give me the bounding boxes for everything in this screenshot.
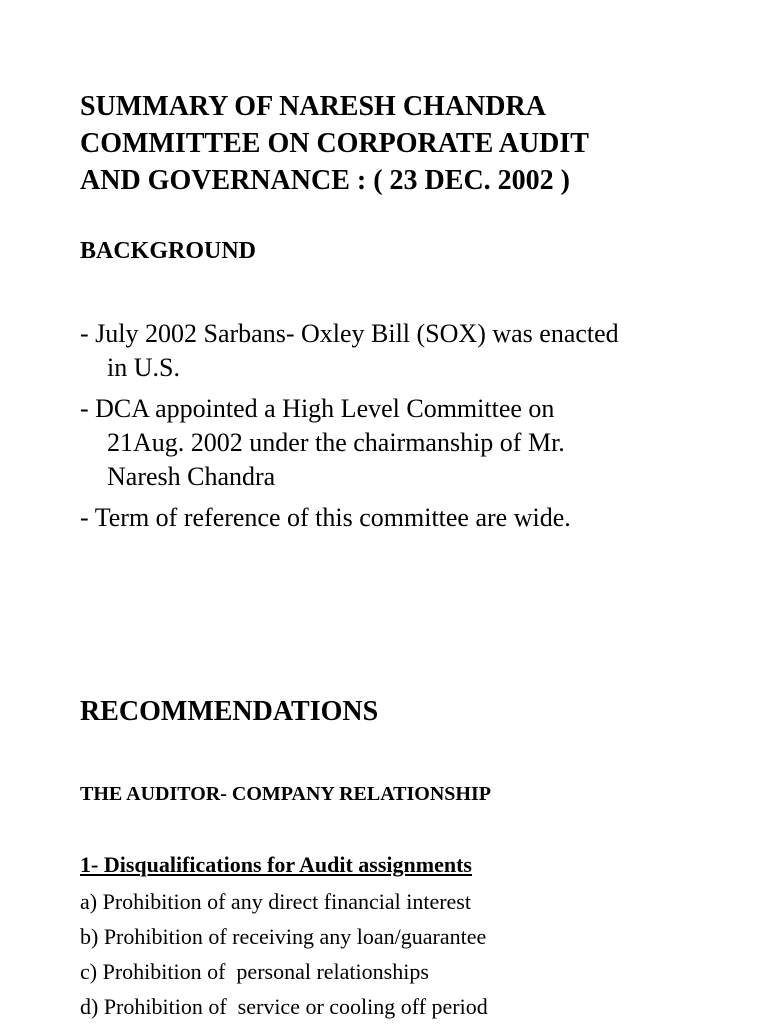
background-item-line: 21Aug. 2002 under the chairmanship of Mr. [107, 428, 565, 457]
title-line-2: COMMITTEE ON CORPORATE AUDIT [80, 128, 589, 159]
prohibition-item: d) Prohibition of service or cooling off period [80, 994, 488, 1019]
background-item [80, 317, 740, 385]
background-item-line: - July 2002 Sarbans- Oxley Bill (SOX) was enacted [80, 319, 619, 348]
background-list [80, 317, 740, 542]
background-item [80, 501, 740, 535]
background-item-line: Naresh Chandra [107, 462, 276, 491]
prohibition-item: b) Prohibition of receiving any loan/guarantee [80, 924, 487, 949]
title-line-3: AND GOVERNANCE : ( 23 DEC. 2002 ) [80, 165, 570, 196]
background-heading: BACKGROUND [80, 238, 257, 264]
background-item-line: in U.S. [107, 353, 180, 382]
prohibition-item: c) Prohibition of personal relationships [80, 959, 429, 984]
prohibition-item: a) Prohibition of any direct financial interest [80, 889, 471, 914]
title-line-1: SUMMARY OF NARESH CHANDRA [80, 91, 546, 122]
disqualifications-heading: 1- Disqualifications for Audit assignments [80, 852, 472, 877]
background-item-line: - Term of reference of this committee are wide. [80, 503, 571, 532]
prohibitions-list [80, 884, 488, 1024]
background-item [80, 392, 740, 494]
auditor-company-relationship-heading: THE AUDITOR- COMPANY RELATIONSHIP [80, 783, 491, 805]
document-title [80, 88, 740, 199]
background-item-line: - DCA appointed a High Level Committee on [80, 394, 555, 423]
recommendations-heading: RECOMMENDATIONS [80, 696, 379, 727]
